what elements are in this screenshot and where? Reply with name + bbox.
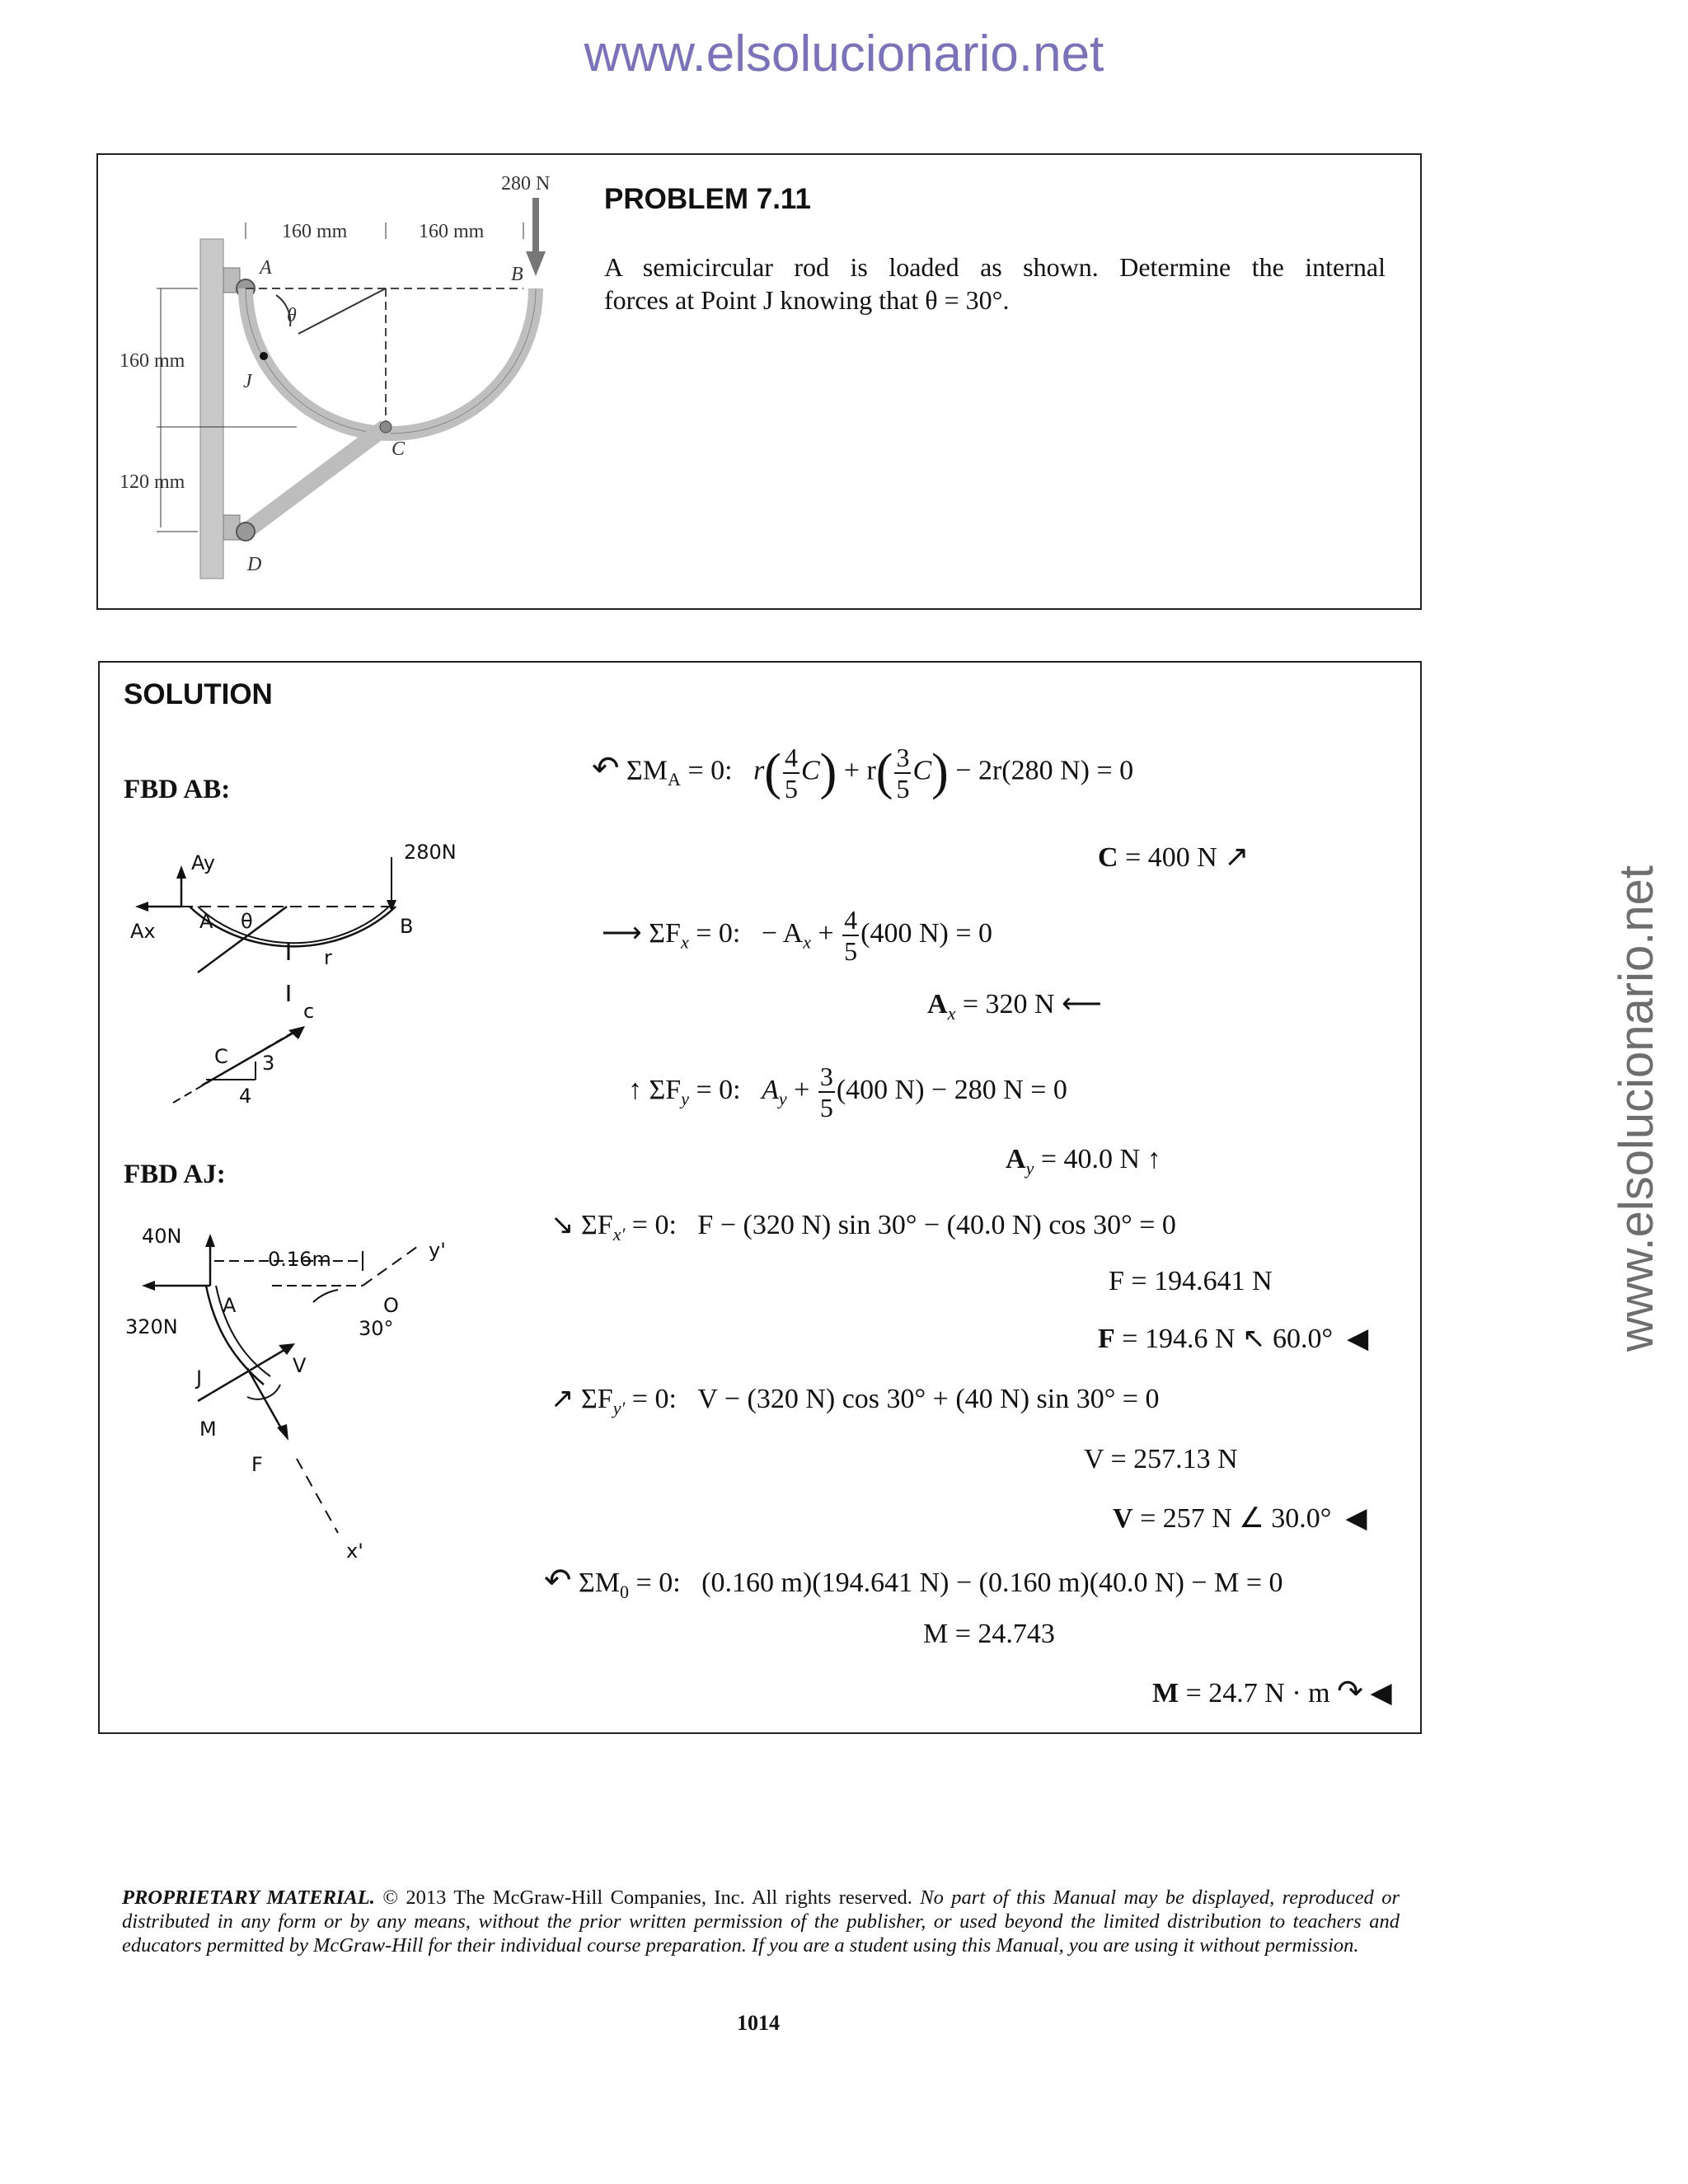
result-v2: V = 257 N ∠ 30.0° ◀ [1113, 1503, 1367, 1534]
aj-y: y' [429, 1239, 446, 1262]
sketch-c: c [303, 1000, 315, 1023]
eq-moment-o: ↶ $\Sigma M_0 = 0$: (0.160 m)(194.641 N) − (0.160 m)(40.0 N) − M = 0 [544, 1562, 1283, 1602]
problem-figure [107, 165, 569, 593]
sketch-ax: Ax [130, 920, 156, 943]
ccw-arrow-icon: ↶ [544, 1562, 572, 1599]
result-c: C = 400 N ↗ [1098, 840, 1250, 873]
sketch-ay: Ay [191, 851, 215, 874]
arrow-up-icon: ↑ [1146, 1144, 1161, 1174]
label-b: B [511, 264, 523, 285]
sketch-four: 4 [239, 1085, 252, 1108]
dim4-label: 120 mm [120, 471, 185, 493]
wall [200, 239, 223, 579]
fbd-aj-label: FBD AJ: [124, 1160, 226, 1189]
page-number: 1014 [737, 2011, 780, 2035]
fbd-ab-label: FBD AB: [124, 775, 231, 804]
aj-m: M [199, 1418, 217, 1441]
result-f1: F = 194.641 N [1109, 1266, 1273, 1296]
arrow-down-right-icon: ↘ [551, 1210, 574, 1240]
label-j: J [243, 371, 252, 392]
eq-force-x: ⟶ $\Sigma F_x = 0$: − $A_x$ + $\frac{4}{5}$ (400 N) = 0 [602, 905, 993, 966]
arrow-right-icon: ⟶ [602, 917, 642, 949]
result-v1: V = 257.13 N [1084, 1444, 1238, 1474]
sketch-theta: θ [241, 910, 253, 933]
sketch-load: 280N [404, 841, 457, 864]
ccw-arrow-icon: ↶ [592, 749, 620, 787]
result-m1: M = 24.743 [923, 1619, 1055, 1649]
result-ay: $A_y = 40.0$ N ↑ [1006, 1144, 1161, 1179]
aj-f: F [251, 1453, 263, 1476]
aj-a: A [223, 1294, 237, 1317]
aj-x: x' [346, 1540, 363, 1563]
problem-statement-line1: A semicircular rod is loaded as shown. Determine the internal [604, 252, 1386, 282]
eq-force-yprime: ↗ $\Sigma F_{y'} = 0$: V − (320 N) cos 30° + (40 N) sin 30° = 0 [551, 1384, 1160, 1418]
aj-dist: 0.16m [268, 1248, 331, 1271]
point-j-dot [260, 352, 268, 360]
sketch-a: A [199, 910, 213, 933]
angle-icon: ∠ [1239, 1503, 1264, 1534]
aj-v: V [293, 1354, 307, 1377]
dim3-label: 160 mm [120, 350, 185, 372]
aj-angle: 30° [359, 1317, 394, 1340]
eq-force-xprime: ↘ $\Sigma F_{x'} = 0$: F − (320 N) sin 30° − (40.0 N) cos 30° = 0 [551, 1210, 1176, 1244]
arrow-up-icon: ↑ [628, 1074, 642, 1105]
result-ax: $A_x = 320$ N ⟵ [927, 989, 1102, 1024]
sketch-b: B [400, 915, 414, 938]
dim1-label: 160 mm [282, 221, 348, 242]
arrow-up-right-icon: ↗ [1224, 840, 1250, 873]
fbd-ab-sketch [124, 841, 519, 1113]
solution-title: SOLUTION [124, 678, 273, 710]
eq-force-y: ↑ $\Sigma F_y = 0$: $A_y$ + $\frac{3}{5}$ (400 N) − 280 N = 0 [628, 1062, 1067, 1122]
label-a: A [260, 257, 272, 279]
link-cd [246, 427, 386, 532]
label-theta: θ [287, 305, 297, 326]
arrow-up-right-icon: ↗ [551, 1384, 574, 1414]
sketch-c-force: C [214, 1045, 228, 1068]
label-c: C [392, 438, 406, 460]
problem-statement-line2: forces at Point J knowing that θ = 30°. [604, 285, 1010, 315]
copyright-footer: PROPRIETARY MATERIAL. © 2013 The McGraw-Hill Companies, Inc. All rights reserved. No part of this Manual may be displayed, reproduced or distributed in any form or by any means, without the prior written permission of the publisher, or used beyond the limited distribution to teachers and educators permitted by McGraw-Hill for their individual course preparation. If you are a student using this Manual, you are using it without permission. [122, 1886, 1400, 1957]
result-f2: F = 194.6 N ↖ 60.0° ◀ [1098, 1324, 1369, 1354]
dim2-label: 160 mm [419, 221, 485, 242]
aj-40n: 40N [142, 1225, 182, 1248]
sketch-three: 3 [262, 1052, 275, 1075]
label-d: D [247, 554, 262, 575]
arrow-up-left-icon: ↖ [1242, 1324, 1266, 1354]
fbd-aj-sketch [124, 1220, 470, 1566]
problem-title: PROBLEM 7.11 [604, 183, 811, 215]
eq-moment-a: ↶ $\Sigma M_A = 0$: r( $\frac{4}{5}$ C) + r( $\frac{3}{5}$ C) − 2r(280 N) = 0 [592, 742, 1134, 804]
sketch-r: r [324, 946, 332, 969]
load-label: 280 N [501, 173, 551, 194]
result-m2: M = 24.7 N · m ↷ ◀ [1152, 1675, 1392, 1709]
arrow-left-icon: ⟵ [1062, 989, 1102, 1019]
cw-arrow-icon: ↷ [1337, 1675, 1363, 1709]
aj-320n: 320N [125, 1315, 178, 1338]
watermark-top: www.elsolucionario.net [584, 26, 1104, 82]
watermark-side: www.elsolucionario.net [1610, 865, 1663, 1352]
aj-j: J [196, 1366, 203, 1390]
aj-o: O [383, 1294, 399, 1317]
